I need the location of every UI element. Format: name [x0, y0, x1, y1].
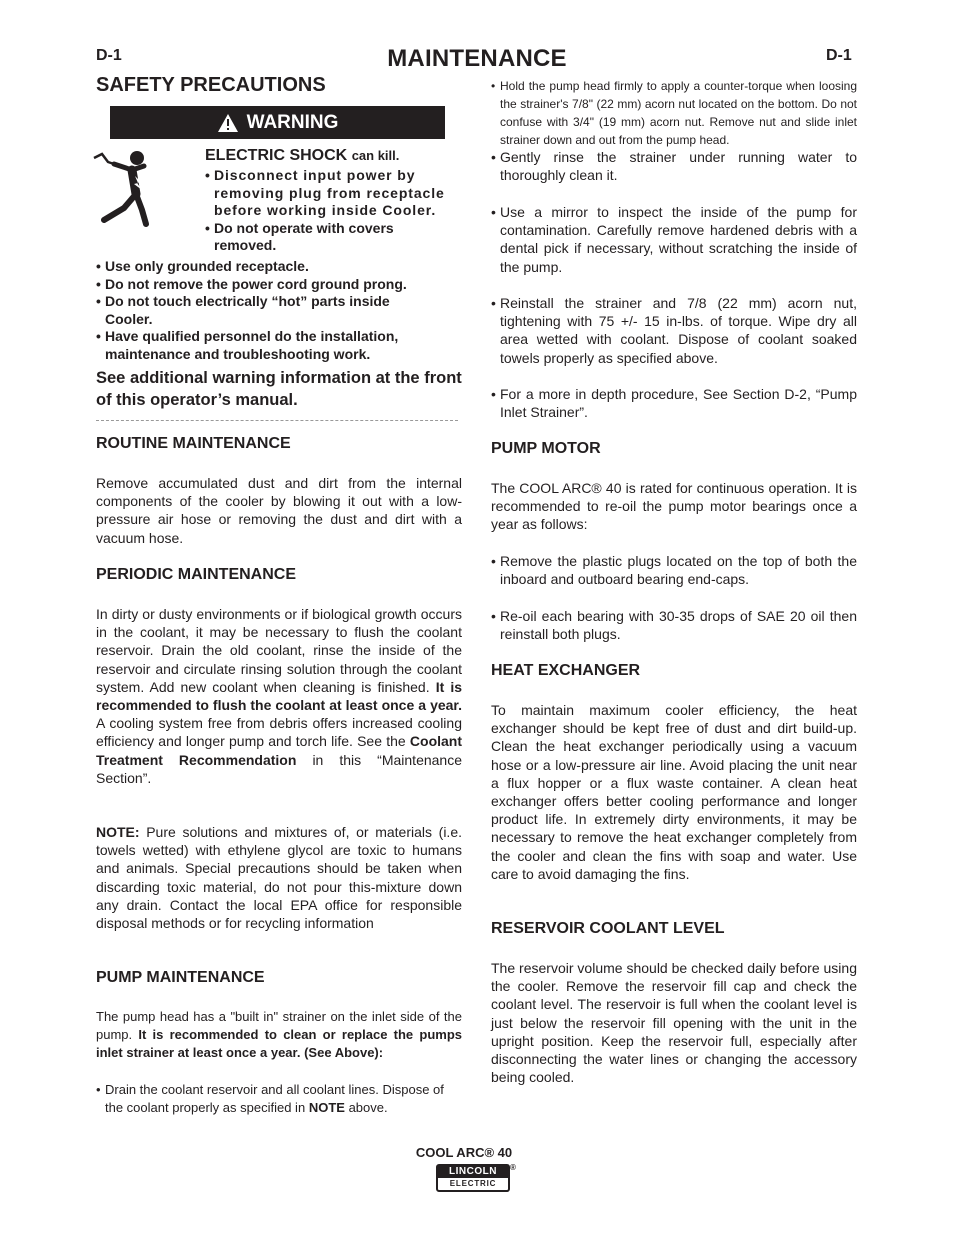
electric-shock-suffix: can kill. — [351, 148, 400, 163]
lincoln-electric-logo — [436, 1164, 510, 1192]
logo-registered-mark: ® — [510, 1163, 516, 1172]
routine-maintenance-text: Remove accumulated dust and dirt from the internal components of the cooler by blowing it out with a low-pressure air hose or removing the dust and dirt with a vacuum hose. — [96, 475, 462, 546]
page-title: MAINTENANCE — [387, 45, 567, 72]
list-item: • Do not remove the power cord ground prong. — [96, 275, 407, 292]
pump-motor-heading: PUMP MOTOR — [491, 440, 601, 457]
reinstall-strainer-item: • Reinstall the strainer and 7/8 (22 mm) acorn nut, tightening with 75 +/- 15 in-lbs. of torque. Wipe dry all area wetted with coolant. Dispose of coolant soaked towels properly as specified above. — [491, 295, 857, 366]
pump-maintenance-text: The pump head has a "built in" strainer on the inlet side of the pump. It is recommended to clean or replace the pumps inlet strainer at least once a year. (See Above): — [96, 1009, 462, 1060]
product-name: COOL ARC® 40 — [415, 1145, 513, 1160]
heat-exchanger-text: To maintain maximum cooler efficiency, the heat exchanger should be kept free of dust and dirt build-up. Clean the heat exchanger periodically using a vacuum hose or a low-pressure air line. Avoid placing the unit near a flux hopper or a flux waste container. A clean heat exchanger offers better cooling performance and longer product life. In extremely dirty environments, it may be necessary to remove the heat exchanger completely from the cooler and clean the fins with soap and water. Use care to avoid damaging the fins. — [491, 702, 857, 882]
electric-shock-label: ELECTRIC SHOCK — [205, 147, 348, 164]
pump-motor-text: The COOL ARC® 40 is rated for continuous operation. It is recommended to re-oil the pump motor bearings once a year as follows: — [491, 480, 857, 533]
logo-top-text: LINCOLN — [438, 1166, 508, 1178]
list-item: • Have qualified personnel do the installation, maintenance and troubleshooting work. — [96, 328, 399, 362]
periodic-maintenance-text: In dirty or dusty environments or if biological growth occurs in the coolant, it may be necessary to flush the coolant reservoir. Drain the old coolant, rinse the inside of the reservoir and circulate rinsing solution through the coolant system. Add new coolant when cleaning is finished. It is recommended to flush the coolant at least once a year. A cooling system free from debris offers increased cooling efficiency and longer pump and torch life. See the Coolant Treatment Recommendation in this “Maintenance Section”. — [96, 606, 463, 786]
page-code-left: D-1 — [96, 47, 122, 64]
mirror-inspect-item: • Use a mirror to inspect the inside of the pump for contamination. Carefully remove hardened debris with a dental pick if necessary, without scratching the inside of the pump. — [491, 204, 857, 275]
shock-indented-list — [205, 167, 451, 255]
reservoir-coolant-heading: RESERVOIR COOLANT LEVEL — [491, 920, 725, 937]
safety-precautions-heading: SAFETY PRECAUTIONS — [96, 74, 326, 96]
periodic-maintenance-heading: PERIODIC MAINTENANCE — [96, 566, 297, 583]
depth-procedure-item: • For a more in depth procedure, See Section D-2, “Pump Inlet Strainer”. — [491, 386, 857, 421]
warning-triangle-icon — [217, 113, 239, 133]
electric-shock-title — [205, 147, 399, 165]
logo-bottom-text: ELECTRIC — [449, 1179, 497, 1188]
routine-maintenance-heading: ROUTINE MAINTENANCE — [96, 435, 291, 452]
list-item: • Use only grounded receptacle. — [96, 258, 309, 274]
page-code-right: D-1 — [826, 47, 852, 64]
hold-pump-head-item: • Hold the pump head firmly to apply a counter-torque when loosing the strainer's 7/8" (22 mm) acorn nut located on the bottom. Do not confuse with 3/4" (19 mm) acorn nut. Remove nut and slide inlet strainer down and out from the pump head. — [491, 79, 857, 147]
drain-coolant-item: • Drain the coolant reservoir and all coolant lines. Dispose of the coolant properly as specified in NOTE above. — [96, 1082, 444, 1115]
electric-shock-person-icon — [92, 148, 164, 228]
safety-bullet-list — [96, 258, 458, 364]
additional-warning-note: See additional warning information at the front of this operator’s manual. — [96, 369, 462, 409]
remove-plugs-item: • Remove the plastic plugs located on the top of both the inboard and outboard bearing end-caps. — [491, 553, 857, 588]
list-item: • Disconnect input power by removing plug from receptacle before working inside Cooler. — [205, 167, 445, 219]
list-item: • Do not operate with covers removed. — [205, 219, 394, 254]
list-item: • Do not touch electrically “hot” parts inside Cooler. — [96, 293, 390, 327]
warning-banner — [110, 106, 445, 139]
heat-exchanger-heading: HEAT EXCHANGER — [491, 662, 641, 679]
ethylene-glycol-note: NOTE: Pure solutions and mixtures of, or materials (i.e. towels wetted) with ethylene glycol are toxic to humans and animals. Special precautions should be taken when discarding toxic material, do not pour this-mixture down any drain. Contact the local EPA office for responsible disposal methods or for recycling information — [96, 824, 462, 932]
reservoir-coolant-text: The reservoir volume should be checked daily before using the cooler. Remove the reservoir fill cap and check the coolant level. The reservoir is full when the coolant level is just below the reservoir fill opening with the unit in the upright position. Keep the reservoir full, especially after disconnecting the water lines or changing the accessory being cooled. — [491, 960, 857, 1086]
reoil-bearing-item: • Re-oil each bearing with 30-35 drops of SAE 20 oil then reinstall both plugs. — [491, 608, 857, 643]
warning-label: WARNING — [246, 111, 339, 133]
pump-maintenance-heading: PUMP MAINTENANCE — [96, 969, 265, 986]
divider — [96, 420, 458, 421]
rinse-strainer-item: • Gently rinse the strainer under running water to thoroughly clean it. — [491, 149, 857, 184]
